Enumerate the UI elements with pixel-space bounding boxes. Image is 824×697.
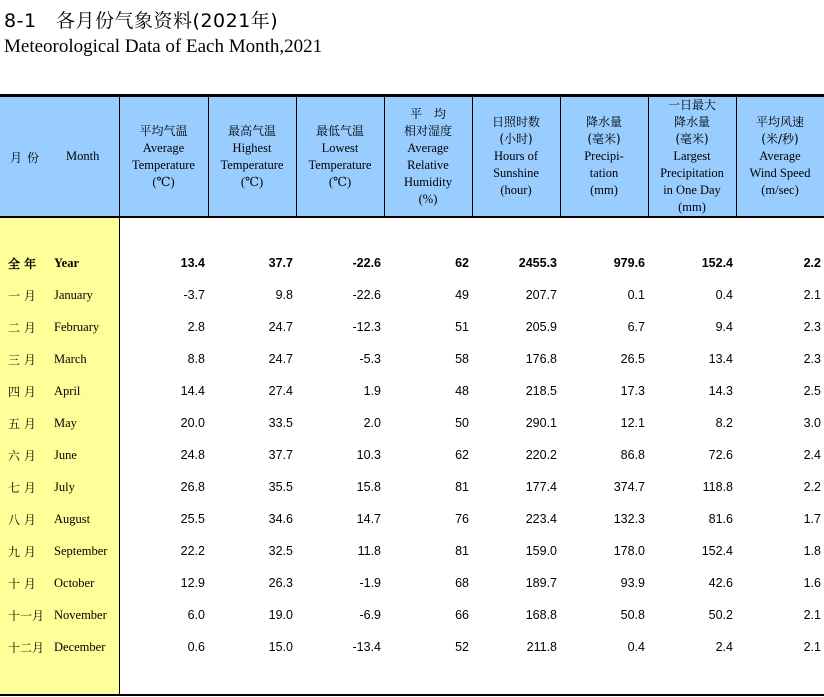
column-header-en-line: Lowest	[321, 140, 359, 155]
column-header-en-line: (℃)	[328, 174, 352, 189]
table-cell: 12.1	[620, 416, 645, 430]
table-cell: 76	[455, 512, 469, 526]
column-header-en-line: (mm)	[590, 183, 618, 197]
row-label-en: December	[54, 640, 106, 654]
column-header	[736, 97, 824, 216]
table-cell: 2.5	[803, 384, 821, 398]
meteorological-table	[0, 94, 824, 696]
column-header-cn-line: (毫米)	[675, 132, 709, 146]
row-label-cn: 六 月	[8, 449, 36, 463]
column-header-en-line: (mm)	[678, 200, 706, 214]
table-cell: 11.8	[357, 544, 381, 558]
row-label-en: August	[54, 512, 91, 526]
table-cell: 3.0	[803, 416, 821, 430]
table-cell: 2.2	[803, 480, 821, 494]
row-label-cn: 二 月	[8, 321, 36, 335]
table-cell: 86.8	[620, 448, 645, 462]
table-cell: 72.6	[708, 448, 733, 462]
table-cell: 168.8	[525, 608, 557, 622]
table-bottom-rule	[0, 694, 824, 696]
table-cell: 26.3	[268, 576, 293, 590]
table-cell: 2.8	[187, 320, 205, 334]
column-header-cn-line: 降水量	[585, 115, 622, 129]
table-cell: 33.5	[268, 416, 293, 430]
month-header-cn: 月份	[10, 151, 45, 165]
column-header-en-line: Average	[759, 149, 801, 163]
column-header-cn-line: (毫米)	[587, 132, 621, 146]
table-cell: 178.0	[613, 544, 645, 558]
row-label-en: June	[54, 448, 77, 462]
column-header-en-line: Largest	[673, 149, 711, 163]
column-header-en-line: Sunshine	[493, 166, 539, 180]
table-cell: 15.8	[356, 480, 381, 494]
table-cell: 50.2	[708, 608, 733, 622]
column-header	[119, 97, 208, 216]
table-cell: 2.0	[363, 416, 381, 430]
table-cell: 177.4	[525, 480, 557, 494]
column-header-en-line: tation	[589, 166, 619, 180]
table-cell: -6.9	[359, 608, 381, 622]
column-header	[384, 97, 472, 216]
table-cell: 81	[455, 544, 469, 558]
month-column-header	[0, 97, 119, 216]
table-cell: 207.7	[525, 288, 557, 302]
table-row	[0, 600, 824, 632]
table-cell: 8.8	[187, 352, 205, 366]
row-label-cn: 十二月	[8, 641, 45, 655]
row-label-en: October	[54, 576, 95, 590]
table-cell: -22.6	[352, 256, 381, 270]
row-label-en: September	[54, 544, 108, 558]
row-label-cn: 七 月	[8, 481, 36, 495]
table-cell: 176.8	[525, 352, 557, 366]
column-header-en-line: (℃)	[152, 174, 175, 189]
row-label-en: February	[54, 320, 100, 334]
table-cell: 211.8	[526, 640, 557, 654]
page-title-cn: 8-1 各月份气象资料(2021年)	[4, 10, 279, 32]
table-cell: 42.6	[708, 576, 733, 590]
table-cell: 2.2	[803, 256, 821, 270]
table-cell: -22.6	[352, 288, 381, 302]
table-cell: 0.1	[627, 288, 645, 302]
row-label-en: January	[54, 288, 93, 302]
column-header	[648, 97, 736, 216]
table-cell: 220.2	[525, 448, 557, 462]
table-cell: -3.7	[183, 288, 205, 302]
header-rule	[0, 216, 824, 218]
table-cell: 223.4	[525, 512, 557, 526]
table-row	[0, 568, 824, 600]
column-header-en-line: Average	[407, 140, 449, 155]
column-header-en-line: Precipitation	[660, 166, 724, 180]
table-cell: -13.4	[352, 640, 381, 654]
column-header-cn-line: (小时)	[499, 132, 533, 146]
table-cell: 979.6	[613, 256, 645, 270]
column-header-cn-line: 日照时数	[491, 115, 540, 129]
row-label-en: May	[54, 416, 77, 430]
table-cell: 15.0	[268, 640, 293, 654]
table-cell: 12.9	[180, 576, 205, 590]
table-cell: 2.1	[803, 640, 821, 654]
table-cell: 48	[455, 384, 469, 398]
row-label-cn: 九 月	[8, 545, 36, 559]
row-label-cn: 八 月	[8, 513, 36, 527]
table-cell: 51	[455, 320, 469, 334]
table-cell: 20.0	[180, 416, 205, 430]
table-cell: 9.4	[715, 320, 733, 334]
table-row	[0, 280, 824, 312]
table-cell: 27.4	[268, 384, 293, 398]
table-cell: 24.7	[268, 320, 293, 334]
row-label-cn: 一 月	[8, 289, 36, 303]
table-cell: 2.3	[803, 352, 821, 366]
table-row	[0, 536, 824, 568]
table-cell: 35.5	[268, 480, 293, 494]
column-header	[208, 97, 296, 216]
column-header-en-line: (%)	[418, 191, 438, 206]
table-cell: 6.7	[627, 320, 645, 334]
column-header-en-line: in One Day	[663, 183, 721, 197]
table-cell: 132.3	[613, 512, 645, 526]
column-header-en-line: Highest	[232, 140, 272, 155]
table-cell: -12.3	[352, 320, 381, 334]
table-cell: 62	[455, 256, 469, 270]
table-cell: 49	[455, 288, 469, 302]
table-cell: 0.6	[187, 640, 205, 654]
page-title-en: Meteorological Data of Each Month,2021	[4, 36, 323, 57]
table-cell: 2.4	[715, 640, 733, 654]
table-cell: 2.4	[803, 448, 821, 462]
table-cell: 13.4	[180, 256, 205, 270]
table-cell: -5.3	[359, 352, 381, 366]
table-cell: 24.7	[268, 352, 293, 366]
table-cell: 58	[455, 352, 469, 366]
table-row	[0, 344, 824, 376]
table-cell: 37.7	[268, 448, 293, 462]
table-cell: 50	[455, 416, 469, 430]
table-cell: 68	[455, 576, 469, 590]
row-label-cn: 四 月	[8, 385, 36, 399]
table-cell: 0.4	[627, 640, 645, 654]
row-label-en: Year	[54, 256, 79, 270]
table-cell: 1.7	[803, 512, 821, 526]
column-header-cn-line: 平均风速	[755, 115, 804, 129]
table-cell: 0.4	[715, 288, 733, 302]
table-cell: 8.2	[715, 416, 733, 430]
column-header-en-line: Average	[142, 140, 185, 155]
table-row	[0, 472, 824, 504]
table-cell: 205.9	[525, 320, 557, 334]
table-cell: -1.9	[359, 576, 381, 590]
column-header	[560, 97, 648, 216]
table-cell: 9.8	[275, 288, 293, 302]
table-cell: 32.5	[268, 544, 293, 558]
table-cell: 24.8	[180, 448, 205, 462]
column-header-en-line: (m/sec)	[761, 183, 799, 197]
column-header-en-line: Temperature	[308, 157, 372, 172]
column-header-cn-line: 一日最大	[667, 98, 716, 112]
table-cell: 2.3	[803, 320, 821, 334]
table-row	[0, 376, 824, 408]
table-cell: 10.3	[356, 448, 381, 462]
table-cell: 93.9	[620, 576, 645, 590]
table-cell: 26.8	[180, 480, 205, 494]
table-row	[0, 504, 824, 536]
row-label-cn: 三 月	[8, 353, 36, 367]
column-header-cn-line: 降水量	[673, 115, 710, 129]
table-cell: 6.0	[187, 608, 205, 622]
column-header-en-line: (℃)	[240, 174, 264, 189]
table-cell: 37.7	[268, 256, 293, 270]
table-cell: 1.6	[803, 576, 821, 590]
column-header	[472, 97, 560, 216]
table-cell: 25.5	[180, 512, 205, 526]
row-label-cn: 十 月	[8, 577, 36, 591]
table-cell: 159.0	[525, 544, 557, 558]
table-cell: 2.1	[803, 288, 821, 302]
table-cell: 2455.3	[518, 256, 557, 270]
table-cell: 14.4	[180, 384, 205, 398]
column-header	[296, 97, 384, 216]
table-cell: 50.8	[620, 608, 645, 622]
table-cell: 1.9	[363, 384, 381, 398]
table-cell: 22.2	[180, 544, 205, 558]
row-label-en: July	[54, 480, 75, 494]
table-cell: 26.5	[620, 352, 645, 366]
row-label-cn: 十一月	[8, 609, 45, 623]
column-header-cn-line: (米/秒)	[761, 132, 799, 146]
table-row	[0, 440, 824, 472]
table-row	[0, 632, 824, 664]
month-header-en: Month	[66, 149, 100, 163]
column-header-en-line: Temperature	[132, 157, 195, 172]
column-header-cn-line: 最高气温	[227, 123, 276, 138]
table-cell: 118.8	[702, 480, 733, 494]
column-header-cn-line: 平均气温	[139, 123, 188, 138]
column-header-cn-line: 相对湿度	[403, 123, 452, 138]
table-cell: 14.7	[356, 512, 381, 526]
table-cell: 62	[455, 448, 469, 462]
column-header-en-line: Relative	[407, 157, 449, 172]
table-cell: 374.7	[613, 480, 645, 494]
table-row	[0, 312, 824, 344]
table-cell: 81.6	[708, 512, 733, 526]
column-header-en-line: Precipi-	[584, 149, 624, 163]
table-cell: 290.1	[525, 416, 557, 430]
table-row-annual	[0, 248, 824, 280]
column-header-en-line: Humidity	[404, 174, 452, 189]
row-label-en: April	[54, 384, 81, 398]
table-cell: 14.3	[708, 384, 733, 398]
table-cell: 152.4	[701, 256, 733, 270]
column-header-en-line: Temperature	[220, 157, 284, 172]
table-cell: 13.4	[708, 352, 733, 366]
column-header-en-line: Hours of	[493, 149, 539, 163]
column-header-cn-line: 最低气温	[315, 123, 364, 138]
row-label-en: March	[54, 352, 87, 366]
row-label-cn: 五 月	[8, 417, 36, 431]
row-label-cn: 全 年	[8, 257, 37, 271]
table-cell: 218.5	[525, 384, 557, 398]
table-cell: 2.1	[803, 608, 821, 622]
table-cell: 1.8	[803, 544, 821, 558]
table-cell: 34.6	[268, 512, 293, 526]
table-cell: 152.4	[701, 544, 733, 558]
table-cell: 17.3	[620, 384, 645, 398]
column-header-en-line: (hour)	[500, 183, 532, 197]
row-label-en: November	[54, 608, 107, 622]
column-header-cn-line: 平 均	[409, 106, 446, 121]
table-cell: 52	[455, 640, 469, 654]
table-cell: 19.0	[268, 608, 293, 622]
table-cell: 81	[455, 480, 469, 494]
table-row	[0, 408, 824, 440]
table-cell: 189.7	[525, 576, 557, 590]
column-header-en-line: Wind Speed	[749, 166, 811, 180]
table-cell: 66	[455, 608, 469, 622]
